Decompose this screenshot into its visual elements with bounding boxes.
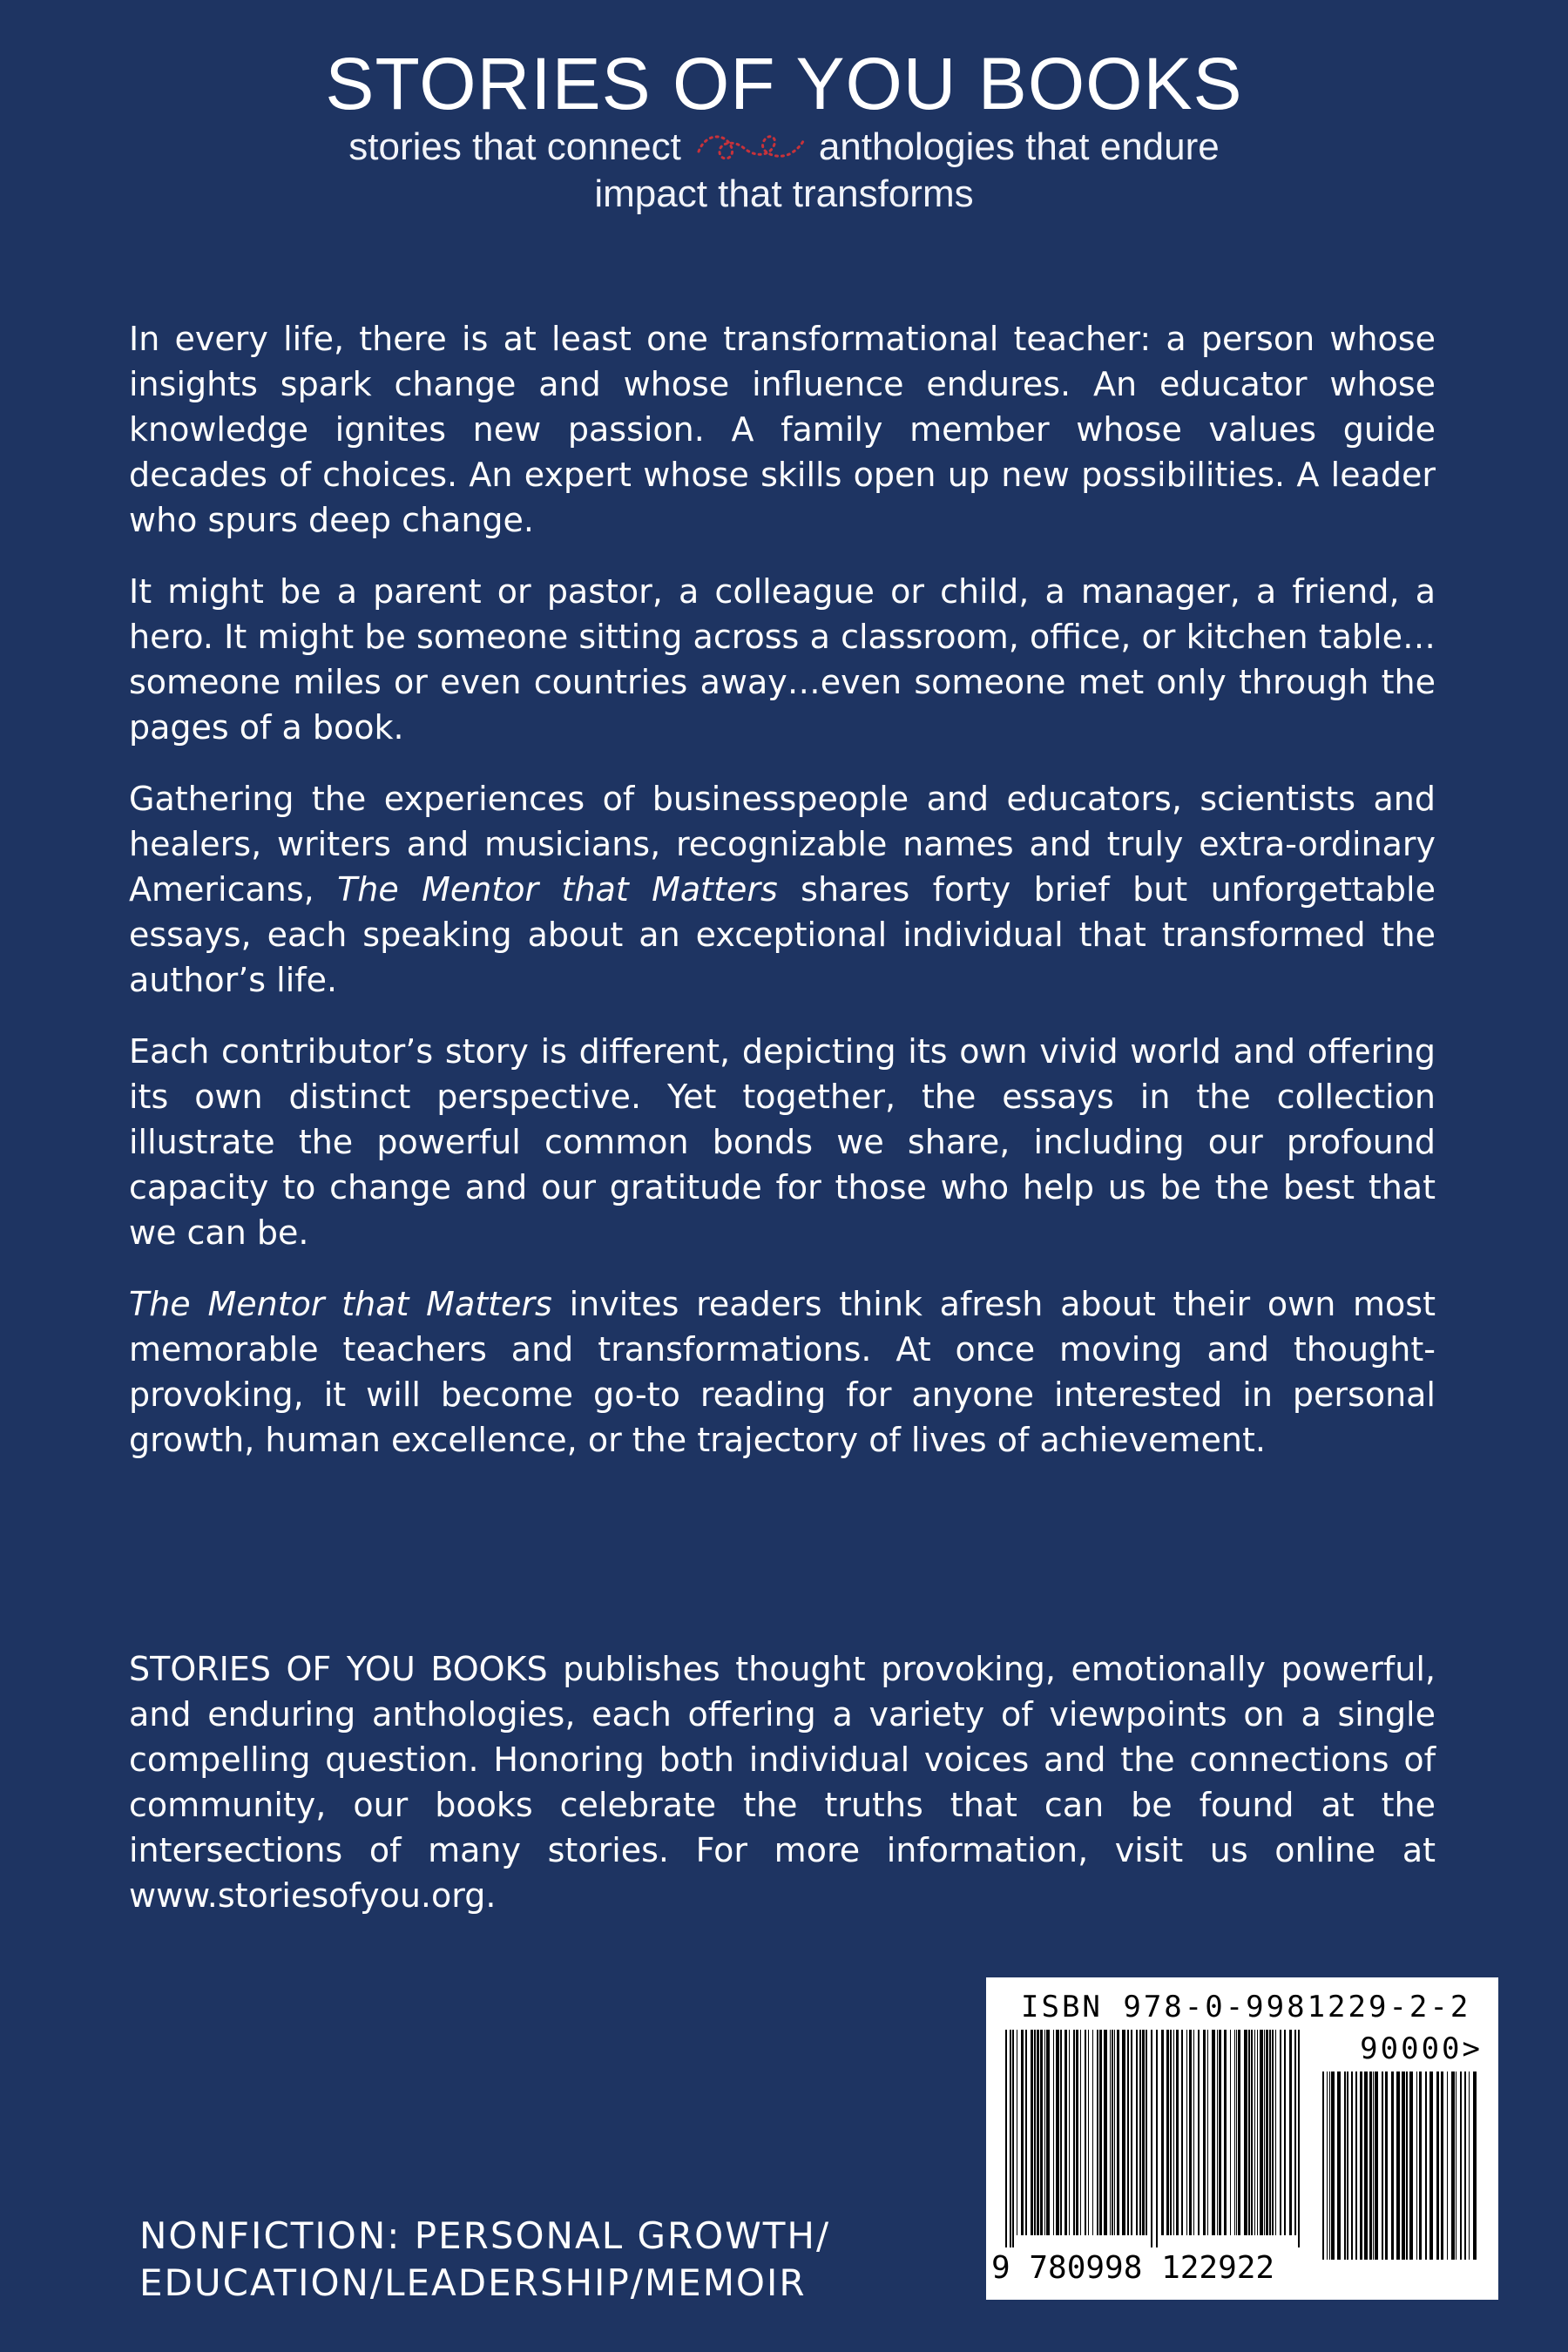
barcode-bar (1329, 2072, 1330, 2260)
barcode-bar (1099, 2030, 1102, 2235)
barcode-bar (1176, 2030, 1179, 2235)
barcode-bar (1364, 2072, 1368, 2260)
barcode-bar (1436, 2072, 1439, 2260)
paragraph-5-tail: invites readers think afresh about their own most memorable teachers and transformations. At once moving and thought-provoking, it will become go-to reading for anyone interested in personal growth, human excellence, or the trajectory of lives of achievement. (129, 1285, 1436, 1459)
barcode-bar (1331, 2072, 1335, 2260)
cover-header (0, 42, 1568, 218)
barcode-bar (1170, 2030, 1172, 2235)
barcode-bar (1073, 2030, 1075, 2235)
barcode-bar (1275, 2030, 1276, 2235)
paragraph-3-lead: Gathering the experiences of businesspeople and educators, scientists and healers, writers and musicians, recognizable names and truly extra-ordinary Americans, (129, 780, 1436, 909)
barcode-bar (1131, 2030, 1132, 2235)
publisher-description (129, 1646, 1436, 1944)
tagline-right: anthologies that endure (818, 125, 1220, 168)
barcode-bar (1248, 2030, 1250, 2235)
barcode-bar (1189, 2030, 1192, 2235)
barcode-bar (1224, 2030, 1227, 2235)
barcode-bar (1021, 2030, 1024, 2235)
barcode-bar (1337, 2072, 1341, 2260)
barcode-bar (1217, 2030, 1218, 2235)
barcode-bar (1060, 2030, 1062, 2235)
barcode-bar (1110, 2030, 1111, 2235)
description-paragraph-4: Each contributor’s story is different, depicting its own vivid world and offering its own distinct perspective. Yet together, the essays in the collection illustrate the powerful common bonds we share, including our profound capacity to change and our gratitude for those who help us be the best that we can be. (129, 1032, 1436, 1252)
description-paragraph-3 (129, 776, 1436, 1003)
barcode-bar (1298, 2030, 1300, 2247)
barcode-bar (1269, 2030, 1271, 2235)
barcode-bar (1088, 2030, 1089, 2235)
barcode-bar (1234, 2030, 1235, 2235)
barcode-bar (1322, 2072, 1324, 2260)
barcode-bar (1122, 2030, 1125, 2235)
barcode-bar (1264, 2030, 1265, 2235)
barcode-bar (1005, 2030, 1007, 2247)
barcode-bar (1031, 2030, 1033, 2235)
book-title-italic: The Mentor that Matters (337, 870, 778, 909)
barcode-bar (1451, 2072, 1455, 2260)
barcode-bar (1146, 2030, 1147, 2235)
isbn-barcode (986, 1977, 1498, 2300)
isbn-label: ISBN 978-0-9981229-2-2 (1021, 1990, 1471, 2024)
barcode-bar (1391, 2072, 1394, 2260)
description-paragraph-2: It might be a parent or pastor, a colleague or child, a manager, a friend, a hero. It might be someone sitting across a classroom, office, or kitchen table…someone miles or even countries away…even someone met only through the pages of a book. (129, 572, 1436, 747)
barcode-bar (1396, 2072, 1400, 2260)
barcode-bar (1230, 2030, 1231, 2235)
book-title-italic: The Mentor that Matters (129, 1285, 552, 1323)
tagline-bottom: impact that transforms (594, 172, 974, 215)
barcode-bar (1114, 2030, 1115, 2235)
barcode-bar (1280, 2030, 1281, 2235)
barcode-bar (1104, 2030, 1107, 2235)
description-paragraph-1: In every life, there is at least one transformational teacher: a person whose insights spark change and whose influence endures. An educator whose knowledge ignites new passion. A family member whose values guide decades of choices. An expert whose skills open up new possibilities. A leader who spurs deep change. (129, 320, 1436, 539)
category-line-2: EDUCATION/LEADERSHIP/MEMOIR (139, 2261, 807, 2304)
barcode-bar (1037, 2030, 1039, 2235)
barcode-bar (1344, 2072, 1346, 2260)
addon-digits: 90000> (1360, 2031, 1483, 2066)
barcode-bar (1441, 2072, 1443, 2260)
barcode-bar (1251, 2030, 1253, 2235)
barcode-bar (1069, 2030, 1070, 2235)
barcode-digits: 9 780998 122922 (991, 2250, 1275, 2286)
barcode-bar (1244, 2030, 1247, 2235)
barcode-bar (1473, 2072, 1477, 2260)
barcode-bar (1181, 2030, 1183, 2235)
barcode-bar (1351, 2072, 1353, 2260)
barcode-bar (1040, 2030, 1043, 2235)
barcode-bar (1416, 2072, 1417, 2260)
barcode-bar (1139, 2030, 1141, 2235)
barcode-bar (1117, 2030, 1119, 2235)
barcode-bar (1238, 2030, 1240, 2235)
barcode-bar (1203, 2030, 1206, 2235)
barcode-bar (1207, 2030, 1208, 2235)
barcode-bar (1076, 2030, 1078, 2235)
barcode-bar (1460, 2072, 1462, 2260)
barcode-bar (1375, 2072, 1378, 2260)
barcode-bar (1254, 2030, 1255, 2235)
barcode-bar (1257, 2030, 1258, 2235)
barcode-bar (1294, 2030, 1296, 2235)
barcode-bar (1429, 2072, 1433, 2260)
barcode-bar (1402, 2072, 1405, 2260)
barcode-bar (1369, 2072, 1372, 2260)
barcode-bar (1382, 2072, 1383, 2260)
barcode-bar (1260, 2030, 1263, 2235)
book-description (129, 316, 1436, 1489)
barcode-bar (1219, 2030, 1221, 2235)
barcode-bar (1112, 2030, 1113, 2235)
barcode-bar (1406, 2072, 1408, 2260)
barcode-bar (1025, 2030, 1027, 2235)
swirl-ornament-icon (693, 125, 807, 169)
barcode-bar (1085, 2030, 1086, 2235)
category-label (139, 2213, 830, 2307)
barcode-bar (1012, 2030, 1014, 2247)
barcode-bar (1097, 2030, 1098, 2235)
barcode-bar (1373, 2072, 1374, 2260)
description-paragraph-5 (129, 1281, 1436, 1463)
barcode-bar (1161, 2030, 1164, 2235)
barcode-bar (1327, 2072, 1328, 2260)
barcode-bar (1266, 2030, 1268, 2235)
barcode-bar (1010, 2030, 1011, 2247)
barcode-bar (1186, 2030, 1187, 2235)
barcode-bar (1044, 2030, 1045, 2235)
tagline-row (0, 125, 1568, 169)
barcode-bar (1064, 2030, 1067, 2235)
barcode-bar (1419, 2072, 1422, 2260)
barcode-bar (1173, 2030, 1174, 2235)
barcode-bar (1469, 2072, 1470, 2260)
barcode-bar (1127, 2030, 1129, 2235)
barcode-bar (1409, 2072, 1413, 2260)
barcode-bar (1056, 2030, 1059, 2235)
barcode-bar (1464, 2072, 1466, 2260)
barcode-bar (1289, 2030, 1292, 2235)
publisher-paragraph: STORIES OF YOU BOOKS publishes thought provoking, emotionally powerful, and enduring anthologies, each offering a variety of viewpoints on a single compelling question. Honoring both individual voices and the connections of community, our books celebrate the truths that can be found at the intersections of many stories. For more information, visit us online at www.storiesofyou.org. (129, 1650, 1436, 1915)
barcode-bar (1198, 2030, 1200, 2235)
barcode-bar (1284, 2030, 1286, 2235)
barcode-bar (1034, 2030, 1036, 2235)
barcode-bar (1212, 2030, 1215, 2235)
barcode-bar (1193, 2030, 1194, 2235)
tagline-left: stories that connect (348, 125, 681, 168)
barcode-bar (1355, 2072, 1357, 2260)
barcode-bar (1236, 2030, 1237, 2235)
barcode-bar (1156, 2030, 1158, 2247)
barcode-bar (1272, 2030, 1274, 2235)
barcode-bar (1447, 2072, 1448, 2260)
barcode-bar (1092, 2030, 1093, 2235)
barcode-bar (1360, 2072, 1362, 2260)
barcode-bar (1347, 2072, 1348, 2260)
barcode-main-bars (1004, 2030, 1305, 2247)
barcode-bar (1425, 2072, 1427, 2260)
barcode-addon-bars (1321, 2072, 1483, 2272)
barcode-bar (1166, 2030, 1169, 2235)
paragraph-3-tail: shares forty brief but unforgettable essays, each speaking about an exceptional individual that transformed the author’s life. (129, 870, 1436, 999)
barcode-bar (1136, 2030, 1138, 2235)
barcode-bar (1053, 2030, 1054, 2235)
barcode-bar (1080, 2030, 1081, 2235)
barcode-bar (1142, 2030, 1145, 2235)
barcode-bar (1385, 2072, 1388, 2260)
category-line-1: NONFICTION: PERSONAL GROWTH/ (139, 2214, 831, 2257)
barcode-bar (1151, 2030, 1152, 2247)
publisher-title: STORIES OF YOU BOOKS (325, 43, 1243, 125)
barcode-bar (1046, 2030, 1050, 2235)
